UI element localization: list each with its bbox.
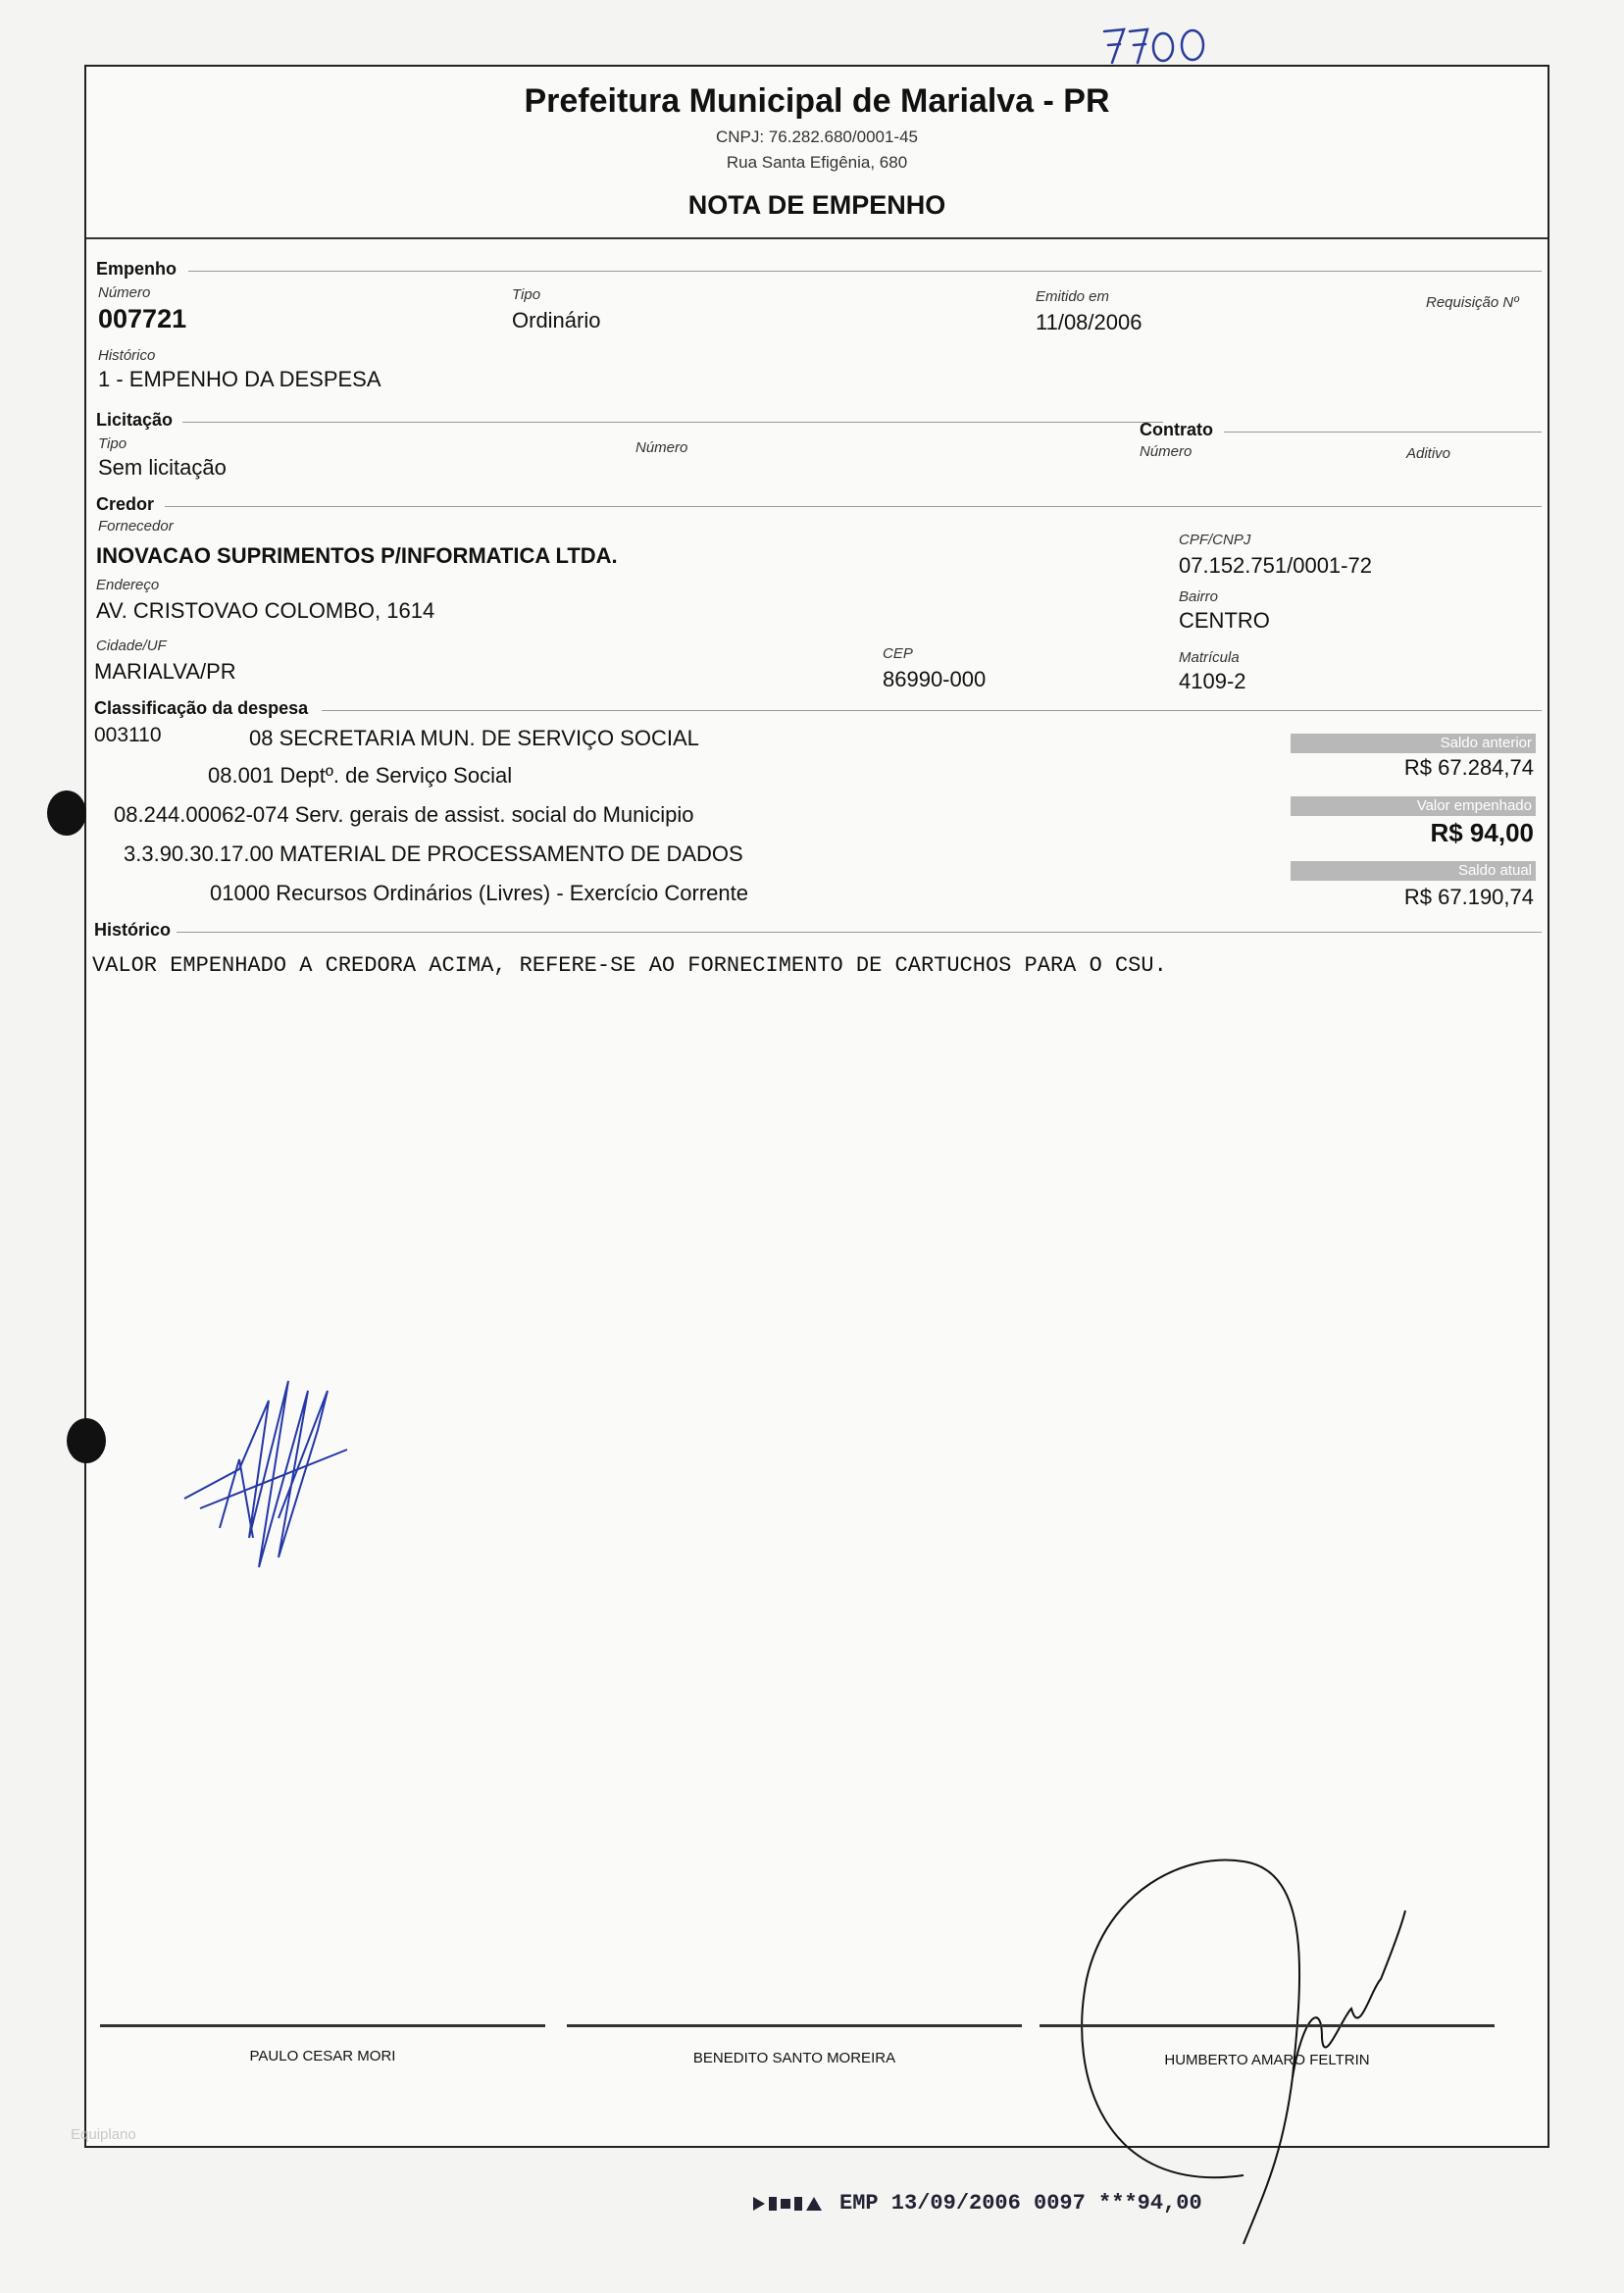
credor-section: Credor [96, 494, 155, 514]
contrato-numero-label: Número [1140, 443, 1193, 460]
signature-name-3: HUMBERTO AMARO FELTRIN [1164, 2052, 1370, 2068]
signature-name-1: PAULO CESAR MORI [249, 2048, 396, 2064]
licitacao-section: Licitação [96, 410, 174, 430]
footer-watermark: Equiplano [71, 2126, 136, 2143]
cnpj: CNPJ: 76.282.680/0001-45 [715, 127, 919, 146]
doc-title: NOTA DE EMPENHO [687, 190, 946, 220]
section-rule [322, 710, 1542, 711]
signature-scribble-1 [180, 1371, 357, 1606]
cpf-label: CPF/CNPJ [1179, 532, 1251, 548]
classificacao-elemento: 3.3.90.30.17.00 MATERIAL DE PROCESSAMENTO DE DADOS [124, 841, 743, 866]
cpf-value: 07.152.751/0001-72 [1179, 553, 1372, 578]
punch-hole-1 [47, 790, 86, 836]
endereco-label: Endereço [96, 577, 160, 593]
emitido-label: Emitido em [1036, 288, 1110, 305]
emitido-date: 11/08/2006 [1036, 310, 1142, 334]
valor-empenhado-label: Valor empenhado [1291, 796, 1536, 816]
address: Rua Santa Efigênia, 680 [726, 153, 908, 172]
section-rule [1224, 432, 1542, 433]
empenho-numero: 007721 [98, 304, 187, 333]
saldo-anterior-label: Saldo anterior [1291, 734, 1536, 753]
cep-label: CEP [883, 645, 913, 662]
signature-line-2 [567, 2024, 1022, 2027]
bairro-value: CENTRO [1179, 608, 1270, 633]
licitacao-tipo-label: Tipo [98, 435, 127, 452]
matricula-label: Matrícula [1179, 649, 1240, 666]
section-rule [165, 506, 1542, 507]
fornecedor-name: INOVACAO SUPRIMENTOS P/INFORMATICA LTDA. [96, 543, 618, 568]
historico-label: Histórico [98, 347, 156, 364]
stamp-text: EMP 13/09/2006 0097 ***94,00 [839, 2191, 1202, 2216]
empenho-tipo: Ordinário [512, 308, 601, 332]
aditivo-label: Aditivo [1406, 445, 1451, 462]
requisicao-label: Requisição Nº [1426, 294, 1519, 311]
numero-label: Número [98, 284, 151, 301]
empenho-historico: 1 - EMPENHO DA DESPESA [98, 367, 381, 391]
classificacao-recurso: 01000 Recursos Ordinários (Livres) - Exercício Corrente [210, 881, 748, 905]
classificacao-section: Classificação da despesa [94, 698, 309, 718]
fornecedor-label: Fornecedor [98, 518, 174, 535]
section-rule [188, 271, 1542, 272]
tipo-label: Tipo [512, 286, 541, 303]
document-frame [71, 65, 1549, 2148]
saldo-anterior: R$ 67.284,74 [1403, 755, 1534, 780]
historico-section: Histórico [94, 920, 172, 940]
licitacao-tipo: Sem licitação [98, 455, 227, 480]
header-divider [86, 237, 1548, 239]
endereco-value: AV. CRISTOVAO COLOMBO, 1614 [96, 598, 435, 623]
section-rule [177, 932, 1542, 933]
cep-value: 86990-000 [883, 667, 987, 691]
contrato-section: Contrato [1140, 420, 1213, 439]
bairro-label: Bairro [1179, 588, 1219, 605]
signature-line-3 [1040, 2024, 1495, 2027]
cidade-value: MARIALVA/PR [94, 659, 236, 684]
matricula-value: 4109-2 [1179, 669, 1246, 693]
signature-loop-3 [1067, 1783, 1420, 2254]
signature-name-2: BENEDITO SANTO MOREIRA [692, 2050, 896, 2066]
stamp-logo-icon [751, 2193, 826, 2215]
empenho-section: Empenho [96, 259, 178, 279]
historico-text: VALOR EMPENHADO A CREDORA ACIMA, REFERE-SE AO FORNECIMENTO DE CARTUCHOS PARA O CSU. [92, 953, 1167, 978]
classificacao-programa: 08.244.00062-074 Serv. gerais de assist. social do Municipio [114, 802, 694, 827]
licitacao-numero-label: Número [635, 439, 688, 456]
section-rule [182, 422, 1163, 423]
classificacao-secretaria: 08 SECRETARIA MUN. DE SERVIÇO SOCIAL [249, 726, 699, 750]
classificacao-code: 003110 [94, 724, 162, 746]
print-stamp [751, 2191, 1202, 2216]
valor-empenhado: R$ 94,00 [1430, 818, 1534, 847]
saldo-atual: R$ 67.190,74 [1403, 885, 1534, 909]
page-title: Prefeitura Municipal de Marialva - PR [524, 82, 1110, 120]
signature-line-1 [100, 2024, 545, 2027]
punch-hole-2 [67, 1418, 106, 1463]
cidade-label: Cidade/UF [96, 637, 167, 654]
classificacao-departamento: 08.001 Deptº. de Serviço Social [208, 763, 513, 788]
saldo-atual-label: Saldo atual [1291, 861, 1536, 881]
